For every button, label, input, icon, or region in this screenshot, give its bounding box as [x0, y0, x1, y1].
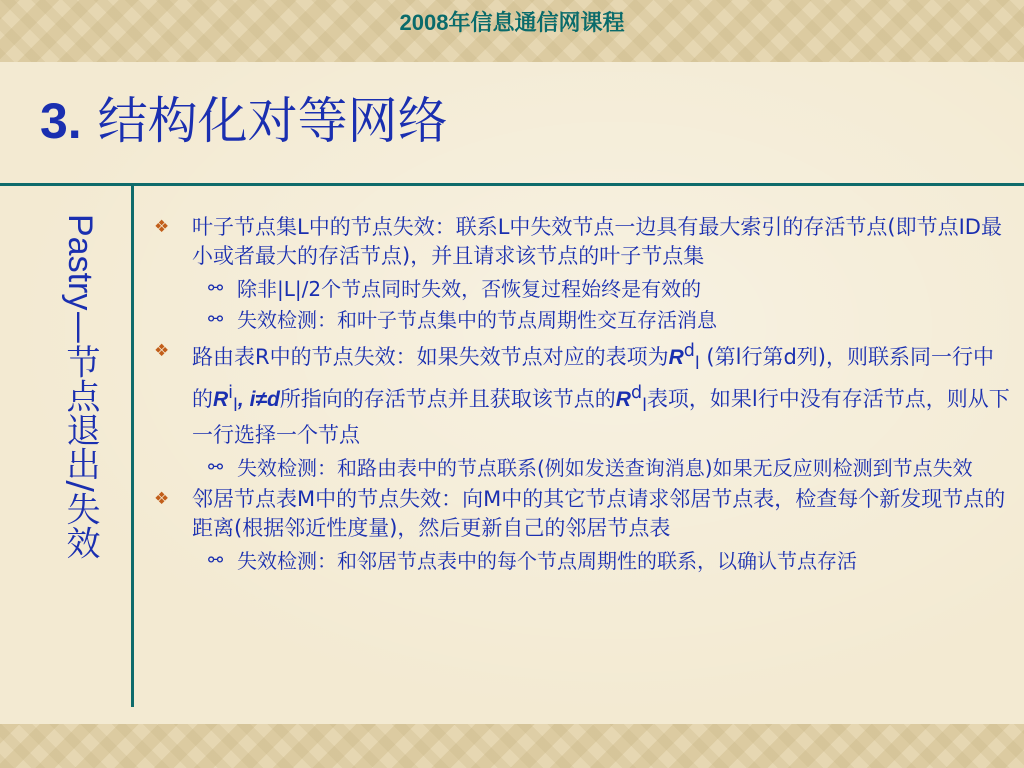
sub-bullet-text: 失效检测：和路由表中的节点联系(例如发送查询消息)如果无反应则检测到节点失效	[237, 456, 973, 481]
slide-title-text: 结构化对等网络	[97, 92, 448, 150]
bullet-item	[150, 337, 1010, 450]
side-label-latin: Pastry	[61, 214, 99, 311]
diamond-bullet-icon: ❖	[154, 489, 170, 510]
link-bullet-icon: ⚯	[208, 278, 224, 299]
vertical-divider	[131, 183, 134, 707]
bullet-text: 叶子节点集L中的节点失效：联系L中失效节点一边具有最大索引的存活节点(即节点ID最小或者最大的存活节点)，并且请求该节点的叶子节点集	[192, 215, 1002, 268]
bullet-text: 路由表R中的节点失效：如果失效节点对应的表项为$R^d_l$ (第l行第d列)，则联系同一行中的$R^i_l$, i≠d所指向的存活节点并且获取该节点的$R^d_l$表项，如果l行中没有存活节点，则从下一行选择一个节点	[192, 341, 1010, 448]
side-label	[50, 214, 110, 560]
horizontal-divider	[0, 183, 1024, 186]
sub-bullet-item	[150, 454, 1010, 482]
link-bullet-icon: ⚯	[208, 550, 224, 572]
bullet-list	[150, 213, 1010, 578]
slide-title	[40, 92, 448, 150]
slide-number: 3.	[40, 93, 82, 149]
link-bullet-icon: ⚯	[208, 309, 224, 330]
sub-bullet-text: 除非|L|/2个节点同时失效，否恢复过程始终是有效的	[237, 277, 702, 301]
diamond-bullet-icon: ❖	[154, 217, 170, 237]
sub-bullet-item	[150, 547, 1010, 575]
sub-bullet-text: 失效检测：和叶子节点集中的节点周期性交互存活消息	[237, 308, 717, 332]
decorative-bottom-border	[0, 724, 1024, 768]
link-bullet-icon: ⚯	[208, 457, 224, 479]
sub-bullet-item	[150, 306, 1010, 334]
side-label-cn: —节点退出/失效	[60, 310, 100, 560]
bullet-item	[150, 485, 1010, 543]
course-title: 2008年信息通信网课程	[399, 10, 625, 35]
bullet-text: 邻居节点表M中的节点失效：向M中的其它节点请求邻居节点表，检查每个新发现节点的距离(根据邻近性度量)，然后更新自己的邻居节点表	[192, 487, 1006, 541]
sub-bullet-item	[150, 275, 1010, 303]
sub-bullet-text: 失效检测：和邻居节点表中的每个节点周期性的联系，以确认节点存活	[237, 549, 857, 574]
diamond-bullet-icon: ❖	[154, 341, 170, 361]
bullet-item	[150, 213, 1010, 271]
